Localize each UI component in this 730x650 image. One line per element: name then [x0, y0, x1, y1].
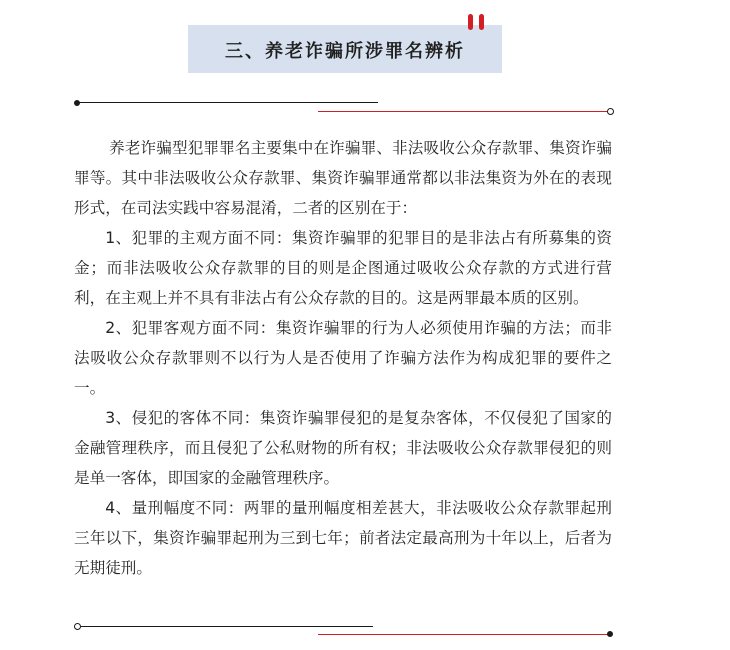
divider-bottom-red-line [318, 634, 608, 635]
article-body [74, 133, 612, 583]
divider-bottom-start-circle [74, 623, 81, 630]
paragraph-point-4: 4、量刑幅度不同：两罪的量刑幅度相差甚大，非法吸收公众存款罪起刑三年以下，集资诈骗罪起刑为三到七年；前者法定最高刑为十年以上，后者为无期徒刑。 [74, 499, 612, 577]
decorative-red-pill-right [479, 14, 484, 30]
paragraph-point-3: 3、侵犯的客体不同：集资诈骗罪侵犯的是复杂客体，不仅侵犯了国家的金融管理秩序，而且侵犯了公私财物的所有权；非法吸收公众存款罪侵犯的则是单一客体，即国家的金融管理秩序。 [74, 409, 612, 487]
divider-bottom-end-dot [607, 631, 613, 637]
divider-top-end-circle [607, 108, 614, 115]
section-title: 三、养老诈骗所涉罪名辨析 [225, 41, 465, 62]
paragraph-intro: 养老诈骗型犯罪罪名主要集中在诈骗罪、非法吸收公众存款罪、集资诈骗罪等。其中非法吸收公众存款罪、集资诈骗罪通常都以非法集资为外在的表现形式，在司法实践中容易混淆，二者的区别在于： [74, 139, 612, 217]
section-title-box [188, 25, 502, 73]
paragraph-point-2: 2、犯罪客观方面不同：集资诈骗罪的行为人必须使用诈骗的方法；而非法吸收公众存款罪则不以行为人是否使用了诈骗方法作为构成犯罪的要件之一。 [74, 319, 612, 397]
divider-top-start-dot [74, 100, 80, 106]
divider-top-red-line [318, 111, 608, 112]
decorative-red-pill-left [468, 14, 473, 30]
paragraph-point-1: 1、犯罪的主观方面不同：集资诈骗罪的犯罪目的是非法占有所募集的资金；而非法吸收公众存款罪的目的则是企图通过吸收公众存款的方式进行营利，在主观上并不具有非法占有公众存款的目的。这是两罪最本质的区别。 [74, 229, 612, 307]
divider-top-black-line [79, 102, 378, 103]
divider-bottom-black-line [81, 626, 373, 627]
